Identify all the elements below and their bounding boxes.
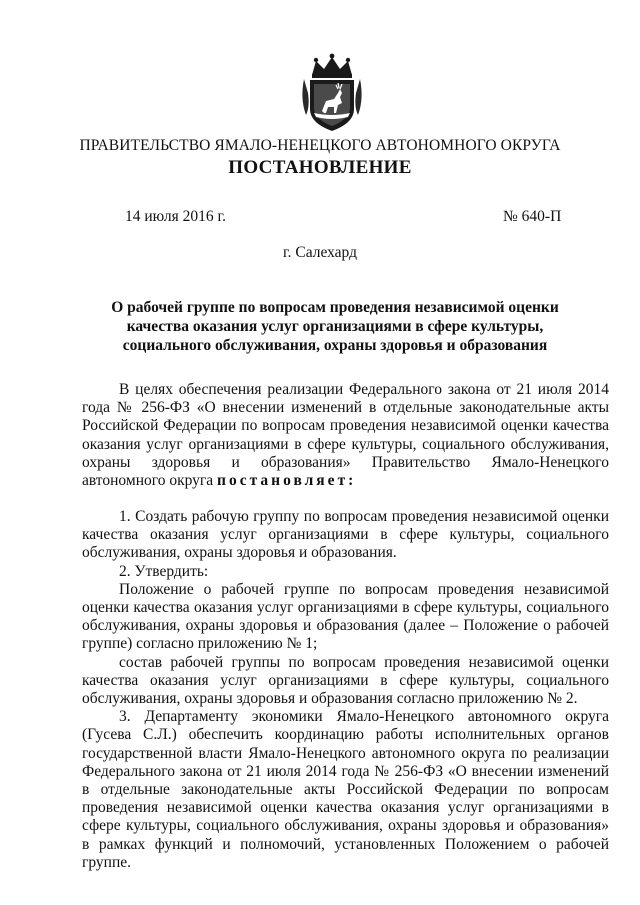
item-2-composition: состав рабочей группы по вопросам проведения независимой оценки качества оказания услуг организациями в сфере культуры, социального обслуживания, охраны здоровья и образования согласно приложению № 2. xyxy=(82,653,609,708)
decree-items xyxy=(82,508,609,872)
item-2: 2. Утвердить: xyxy=(119,562,209,580)
item-1: 1. Создать рабочую группу по вопросам проведения независимой оценки качества оказания услуг организациями в сфере культуры, социального обслуживания, охраны здоровья и образования. xyxy=(82,508,609,562)
resolves-word: постановляет: xyxy=(217,472,357,490)
decree-title: О рабочей группе по вопросам проведения независимой оценки качества оказания услуг организациями в сфере культуры, социального обслуживания, охраны здоровья и образования xyxy=(111,299,559,354)
government-name: ПРАВИТЕЛЬСТВО ЯМАЛО-НЕНЕЦКОГО АВТОНОМНОГО ОКРУГА xyxy=(79,137,561,154)
decree-number: № 640-П xyxy=(503,208,562,225)
item-2-regulation: Положение о рабочей группе по вопросам проведения независимой оценки качества оказания услуг организациями в сфере культуры, социального обслуживания, охраны здоровья и образования (далее – Положение о рабочей группе) согласно приложению № 1; xyxy=(82,580,609,653)
item-3: 3. Департаменту экономики Ямало-Ненецкого автономного округа (Гусева С.Л.) обеспечить координацию работы исполнительных органов государственной власти Ямало-Ненецкого автономного округа по реализации Федерального закона от 21 июля 2014 года № 256-ФЗ «О внесении изменений в отдельные законодательные акты Российской Федерации по вопросам проведения независимой оценки качества оказания услуг организациями в сфере культуры, социального обслуживания, охраны здоровья и образования» в рамках функций и полномочий, установленных Положением о рабочей группе. xyxy=(82,708,609,871)
issue-city: г. Салехард xyxy=(283,244,357,261)
coat-of-arms-emblem xyxy=(298,53,366,135)
decree-date: 14 июля 2016 г. xyxy=(125,208,226,225)
preamble xyxy=(82,381,609,490)
document-type-heading: ПОСТАНОВЛЕНИЕ xyxy=(228,157,412,178)
preamble-text: В целях обеспечения реализации Федерального закона от 21 июля 2014 года № 256-ФЗ «О внесении изменений в отдельные законодательные акты Российской Федерации по вопросам проведения независимой оценки качества оказания услуг организациями в сфере культуры, социального обслуживания, охраны здоровья и образования» Правительство Ямало-Ненецкого автономного округа xyxy=(82,381,609,490)
